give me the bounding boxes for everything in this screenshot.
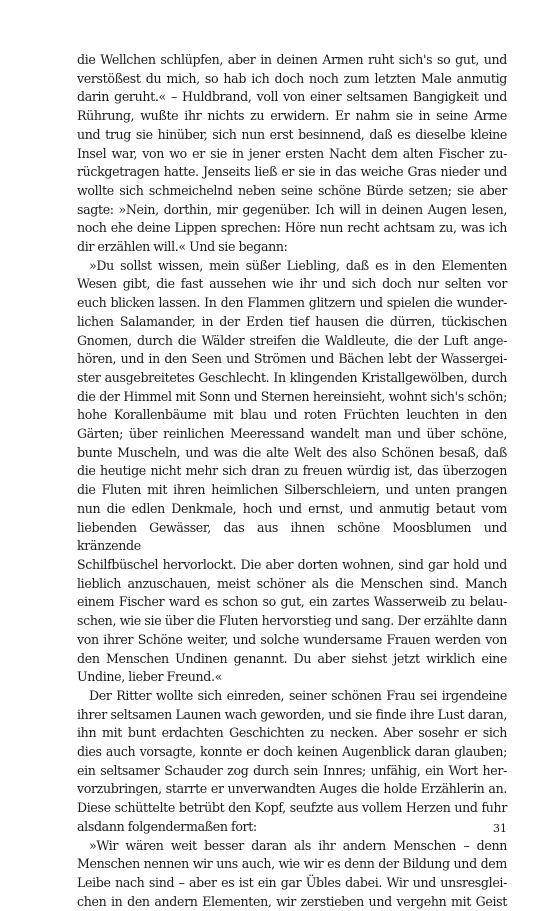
text-line: liebenden Gewässer, das aus ihnen schöne Moosblumen und kränzende: [77, 519, 507, 554]
text-line: die Wellchen schlüpfen, aber in deinen Armen ruht sich's so gut, und: [77, 52, 507, 67]
text-line: Menschen nennen wir uns auch, wie wir es denn der Bildung und dem: [77, 856, 507, 872]
text-line: ihrer seltsamen Launen wach geworden, und sie finde ihre Lust daran,: [77, 706, 507, 722]
text-line: schen, wie sie über die Fluten hervorstieg und sang. Der erzählte dann: [77, 613, 507, 629]
text-line: Gnomen, durch die Wälder streifen die Waldleute, die der Luft ange-: [77, 332, 507, 348]
text-line: lichen Salamander, in der Erden tief hausen die dürren, tückischen: [77, 313, 507, 329]
text-line: Gärten; über reinlichen Meeressand wandelt man und über schöne,: [77, 426, 507, 442]
text-line: euch blicken lassen. In den Flammen glitzern und spielen die wunder-: [77, 295, 507, 311]
text-line: hohe Korallenbäume mit blau und roten Früchten leuchten in den: [77, 407, 507, 423]
text-line: ihn mit bunt erdachten Geschichten zu necken. Aber sosehr er sich: [77, 725, 507, 741]
text-line: hören, und in den Seen und Strömen und Bächen lebt der Wassergei-: [77, 351, 507, 367]
text-line: verstößest du mich, so hab ich doch noch zum letzten Male anmutig: [77, 70, 507, 86]
text-line: Leibe nach sind – aber es ist ein gar Übles dabei. Wir und unsresglei-: [77, 874, 507, 890]
text-line: Undine, lieber Freund.«: [77, 669, 222, 685]
text-line: Diese schüttelte betrübt den Kopf, seufzte aus vollem Herzen und fuhr: [77, 800, 507, 816]
text-line: Rührung, wußte ihr nichts zu erwidern. Er nahm sie in seine Arme: [77, 108, 507, 124]
text-line: dies auch vorsagte, konnte er doch keinen Augenblick daran glauben;: [77, 744, 507, 760]
text-line: Schilfbüschel hervorlockt. Die aber dorten wohnen, sind gar hold und: [77, 556, 507, 572]
text-line: dir erzählen will.« Und sie begann:: [77, 239, 288, 255]
text-line: sagte: »Nein, dorthin, mir gegenüber. Ich will in deinen Augen lesen,: [77, 201, 507, 217]
text-line: ein seltsamer Schauder zog durch sein Innres; unfähig, ein Wort her-: [77, 762, 507, 778]
text-line: Der Ritter wollte sich einreden, seiner schönen Frau sei irgendeine: [89, 687, 507, 703]
text-line: Insel war, von wo er sie in jener ersten Nacht dem alten Fischer zu-: [77, 145, 507, 161]
text-line: nun die edlen Denkmale, hoch und ernst, und anmutig betaut vom: [77, 500, 507, 516]
text-line: ster ausgebreitetes Geschlecht. In klingenden Kristallgewölben, durch: [77, 369, 507, 385]
text-line: und trug sie hinüber, sich nun erst besinnend, daß es dieselbe kleine: [77, 126, 507, 142]
text-line: einem Fischer ward es schon so gut, ein zartes Wasserweib zu belau-: [77, 594, 507, 610]
text-line: rückgetragen hatte. Jenseits ließ er sie in das weiche Gras nieder und: [77, 164, 507, 180]
text-line: die heutige nicht mehr sich dran zu freuen würdig ist, das überzogen: [77, 463, 507, 479]
text-line: vorzubringen, starrte er unverwandten Auges die holde Erzählerin an.: [77, 781, 507, 797]
body-text: [77, 51, 507, 911]
text-line: darin geruht.« – Huldbrand, voll von einer seltsamen Bangigkeit und: [77, 89, 507, 105]
text-line: wollte sich schmeichelnd neben seine schöne Bürde setzen; sie aber: [77, 182, 507, 198]
text-line: alsdann folgendermaßen fort:: [77, 818, 257, 834]
page-number: 31: [493, 822, 507, 835]
text-line: »Du sollst wissen, mein süßer Liebling, daß es in den Elementen: [89, 257, 507, 273]
text-line: noch ehe deine Lippen sprechen: Höre nun recht achtsam zu, was ich: [77, 220, 507, 236]
text-line: Wesen gibt, die fast aussehen wie ihr und sich doch nur selten vor: [77, 276, 507, 292]
text-line: den Menschen Undinen genannt. Du aber siehst jetzt wirklich eine: [77, 650, 507, 666]
text-line: von ihrer Schöne weiter, und solche wundersame Frauen werden von: [77, 631, 507, 647]
text-line: bunte Muscheln, und was die alte Welt des also Schönen besaß, daß: [77, 444, 507, 460]
text-line: »Wir wären weit besser daran als ihr andern Menschen – denn: [89, 837, 507, 853]
text-line: chen in den andern Elementen, wir zerstieben und vergehn mit Geist: [77, 893, 507, 909]
text-line: die der Himmel mit Sonn und Sternen hereinsieht, wohnt sich's schön;: [77, 388, 507, 404]
text-line: lieblich anzuschauen, meist schöner als die Menschen sind. Manch: [77, 575, 507, 591]
text-line: die Fluten mit ihren heimlichen Silberschleiern, und unten prangen: [77, 482, 507, 498]
